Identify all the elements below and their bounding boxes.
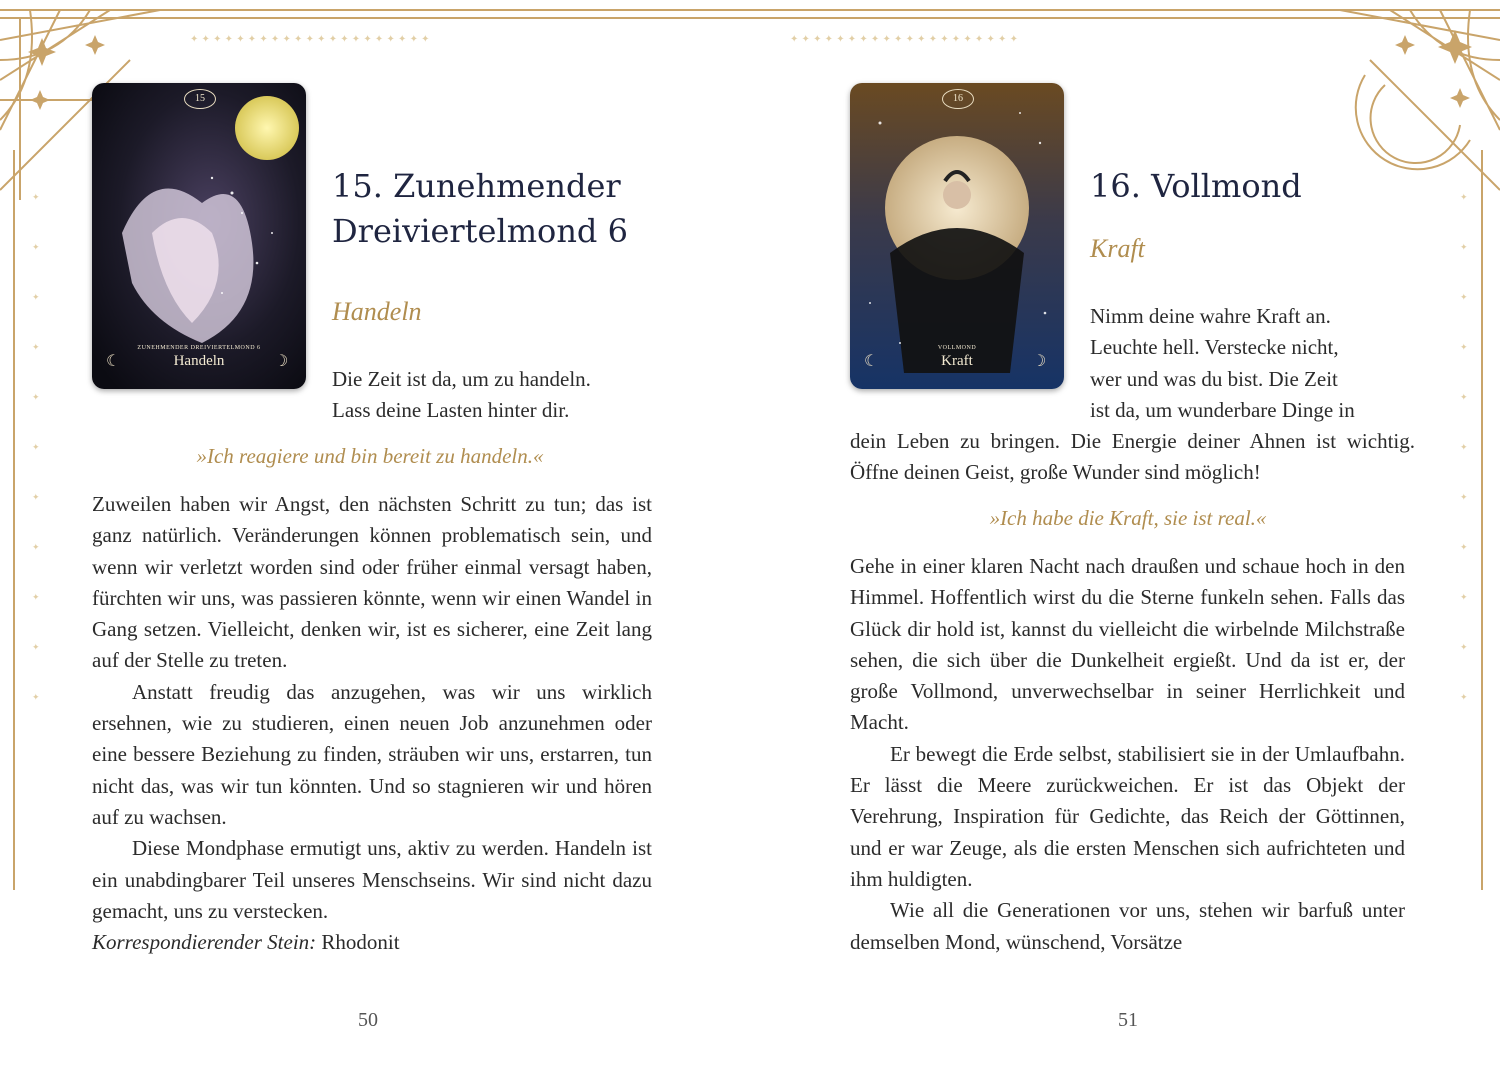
svg-text:✦: ✦ <box>1460 543 1468 553</box>
card-title-line1: 15. Zunehmender <box>332 167 621 205</box>
card-title-line2: Dreiviertelmond 6 <box>332 212 628 250</box>
svg-text:✦: ✦ <box>1460 593 1468 603</box>
svg-text:✦: ✦ <box>32 343 40 353</box>
svg-text:✦: ✦ <box>32 193 40 203</box>
svg-text:✦ ✦ ✦ ✦ ✦ ✦ ✦ ✦ ✦ ✦ ✦ ✦ ✦ ✦ ✦: ✦ ✦ ✦ ✦ ✦ ✦ ✦ ✦ ✦ ✦ ✦ ✦ ✦ ✦ ✦ ✦ ✦ ✦ ✦ ✦ <box>790 34 1018 45</box>
svg-text:✦: ✦ <box>1460 493 1468 503</box>
svg-text:✦: ✦ <box>1460 343 1468 353</box>
right-page <box>750 0 1500 1067</box>
intro-line: Die Zeit ist da, um zu handeln. <box>332 367 591 391</box>
svg-text:✦: ✦ <box>32 643 40 653</box>
page-number: 50 <box>358 1009 378 1031</box>
card-caption: Kraft <box>941 353 973 369</box>
affirmation: »Ich reagiere und bin bereit zu handeln.« <box>196 444 544 468</box>
moon-icon: ☾ <box>864 351 879 370</box>
oracle-card-image <box>850 83 1064 389</box>
card-title <box>332 164 628 254</box>
intro-line: Lass deine Lasten hinter dir. <box>332 398 570 423</box>
paragraph: Gehe in einer klaren Nacht nach draußen und schaue hoch in den Himmel. Hoffentlich wirst du die Sterne funkeln sehen. Falls das Glück dir hold ist, kannst du vielleicht die wirbelnde Milchstraße sehen, die sich über die Dunkelheit ergießt. Und da ist er, der große Vollmond, unverwechselbar in seiner Herrlichkeit und Macht. <box>850 554 1405 735</box>
svg-text:✦ ✦ ✦ ✦ ✦ ✦ ✦ ✦ ✦ ✦ ✦ ✦ ✦ ✦ ✦: ✦ ✦ ✦ ✦ ✦ ✦ ✦ ✦ ✦ ✦ ✦ ✦ ✦ ✦ ✦ ✦ ✦ ✦ ✦ ✦ ✦ <box>190 34 430 45</box>
svg-text:✦: ✦ <box>1460 293 1468 303</box>
page-number: 51 <box>1118 1009 1138 1031</box>
svg-text:✦: ✦ <box>32 443 40 453</box>
card-caption-small: VOLLMOND <box>937 345 977 351</box>
stone-label: Korrespondierender Stein: <box>92 930 317 955</box>
svg-text:✦: ✦ <box>32 243 40 253</box>
card-intro-continued: dein Leben zu bringen. Die Energie deiner Ahnen ist wichtig. Öffne deinen Geist, große Wunder sind möglich! <box>850 429 1415 485</box>
svg-text:✦: ✦ <box>1460 193 1468 203</box>
card-intro <box>1090 301 1410 426</box>
svg-text:✦: ✦ <box>32 693 40 703</box>
body-text <box>92 489 652 958</box>
svg-text:✦: ✦ <box>1460 393 1468 403</box>
card-title: 16. Vollmond <box>1090 167 1302 205</box>
intro-line: ist da, um wunderbare Dinge in <box>1090 397 1355 422</box>
svg-text:✦: ✦ <box>32 593 40 603</box>
paragraph: Wie all die Generationen vor uns, stehen wir barfuß unter demselben Mond, wünschend, Vorsätze <box>850 898 1405 954</box>
card-number: 15 <box>184 89 216 109</box>
svg-text:✦: ✦ <box>1460 443 1468 453</box>
card-keyword: Handeln <box>332 297 422 326</box>
svg-text:✦: ✦ <box>32 393 40 403</box>
stone-value: Rhodonit <box>321 930 400 955</box>
card-intro <box>332 364 662 427</box>
intro-line: wer und was du bist. Die Zeit <box>1090 366 1338 391</box>
card-number: 16 <box>942 89 974 109</box>
card-caption: Handeln <box>173 353 225 369</box>
paragraph: Zuweilen haben wir Angst, den nächsten Schritt zu tun; das ist ganz natürlich. Veränderungen können problematisch sein, und wenn wir verletzt worden sind oder früher einmal versagt haben, fürchten wir uns, was passieren könnte, wenn wir einen Wandel in Gang setzen. Vielleicht, denken wir, ist es sicherer, eine Zeit lang auf der Stelle zu treten. <box>92 492 652 673</box>
body-text <box>850 551 1405 958</box>
intro-line: Nimm deine wahre Kraft an. <box>1090 304 1331 328</box>
moon-icon: ☽ <box>1032 351 1047 370</box>
svg-text:✦: ✦ <box>32 493 40 503</box>
stone-line <box>92 927 652 958</box>
svg-text:✦: ✦ <box>32 543 40 553</box>
affirmation: »Ich habe die Kraft, sie ist real.« <box>989 506 1267 530</box>
intro-line: Leuchte hell. Verstecke nicht, <box>1090 335 1339 360</box>
card-artwork <box>92 83 306 389</box>
moon-icon: ☽ <box>274 351 289 370</box>
card-keyword: Kraft <box>1090 234 1145 263</box>
paragraph: Er bewegt die Erde selbst, stabilisiert sie in der Umlaufbahn. Er lässt die Meere zurückweichen. Er ist das Objekt der Verehrung, Inspiration für Gedichte, das Reich der Göttinnen, und er war Zeuge, als die ersten Menschen sich aufrichteten und ihm huldigten. <box>850 741 1405 891</box>
paragraph: Diese Mondphase ermutigt uns, aktiv zu werden. Handeln ist ein unabdingbarer Teil unseres Menschseins. Wir sind nicht dazu gemacht, uns zu verstecken. <box>92 836 652 923</box>
card-artwork <box>850 83 1064 389</box>
moon-icon: ☾ <box>106 351 121 370</box>
card-caption-small: ZUNEHMENDER DREIVIERTELMOND 6 <box>137 345 261 351</box>
oracle-card-image <box>92 83 306 389</box>
svg-text:✦: ✦ <box>1460 693 1468 703</box>
svg-text:✦: ✦ <box>32 293 40 303</box>
paragraph: Anstatt freudig das anzugehen, was wir uns wirklich ersehnen, wie zu studieren, einen neuen Job anzunehmen oder eine bessere Beziehung zu finden, sträuben wir uns, erstarren, tun nicht das, was wir tun könnten. Und so stagnieren wir und hören auf zu wachsen. <box>92 679 652 829</box>
svg-text:✦: ✦ <box>1460 643 1468 653</box>
svg-text:✦: ✦ <box>1460 243 1468 253</box>
